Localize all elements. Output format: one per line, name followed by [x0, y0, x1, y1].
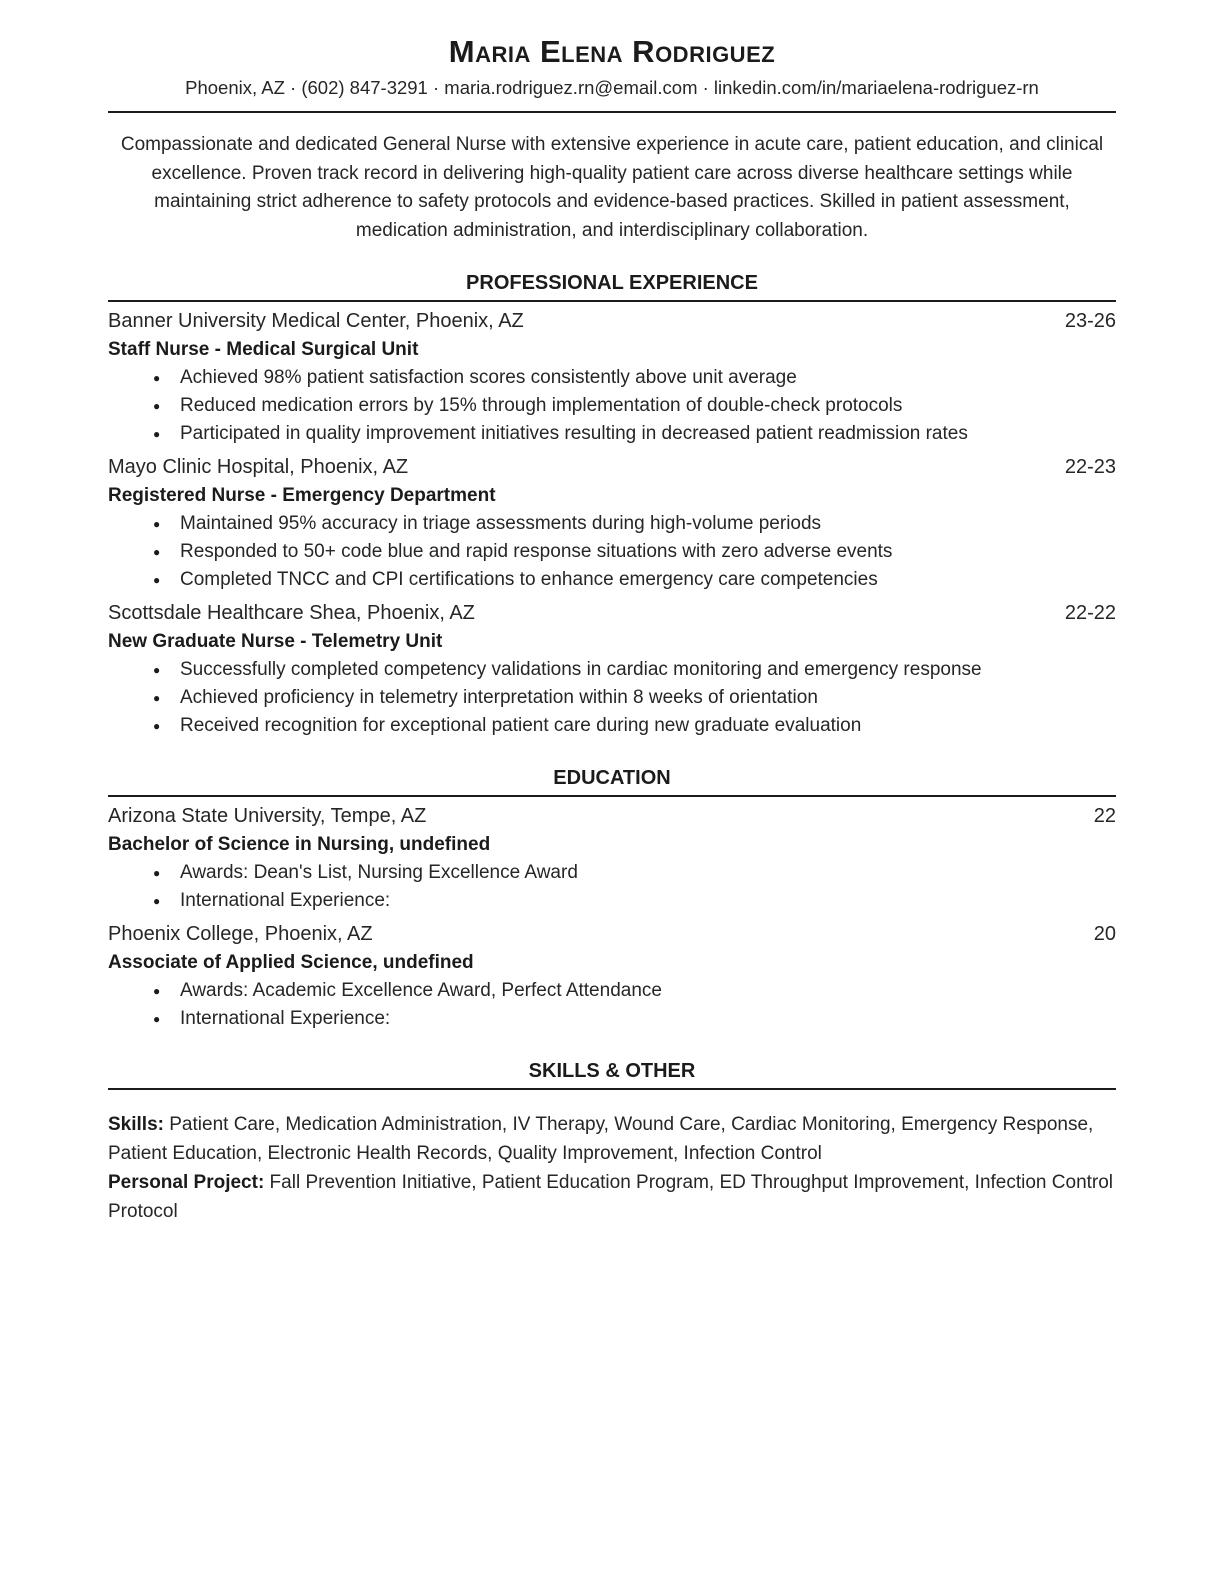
experience-entry: [108, 453, 1116, 594]
experience-entry: [108, 599, 1116, 740]
resume-name: Maria Elena Rodriguez: [448, 34, 776, 69]
experience-entry-header: [108, 307, 1116, 336]
education-bullet-list: [108, 859, 1116, 915]
skills-line: [108, 1110, 1116, 1168]
education-bullet-list: [108, 977, 1116, 1033]
education-dates: 20: [1093, 923, 1116, 945]
section-title-education: EDUCATION: [108, 767, 1116, 797]
experience-entry: [108, 307, 1116, 448]
education-bullet: ● Awards: Academic Excellence Award, Perfect Attendance: [161, 977, 1116, 1005]
employment-dates: 23-26: [1064, 310, 1116, 332]
section-title-skills: SKILLS & OTHER: [108, 1060, 1116, 1090]
experience-bullet-list: [108, 364, 1116, 448]
education-dates: 22: [1093, 805, 1116, 827]
education-entry: [108, 920, 1116, 1033]
personal-project-label: Personal Project:: [108, 1172, 265, 1193]
employment-dates: 22-23: [1064, 456, 1116, 478]
section-title-experience: PROFESSIONAL EXPERIENCE: [108, 272, 1116, 302]
experience-bullet: ● Completed TNCC and CPI certifications to enhance emergency care competencies: [161, 566, 1116, 594]
education-entry-header: [108, 802, 1116, 831]
degree-title: Bachelor of Science in Nursing, undefined: [108, 834, 491, 855]
summary-paragraph: Compassionate and dedicated General Nurse with extensive experience in acute care, patient education, and clinical excellence. Proven track record in delivering high-quality patient care across diverse healthcare settings while maintaining strict adherence to safety protocols and evidence-based practices. Skilled in patient assessment, medication administration, and interdisciplinary collaboration.: [120, 134, 1104, 241]
school-name: Arizona State University, Tempe, AZ: [108, 805, 427, 827]
company-name: Mayo Clinic Hospital, Phoenix, AZ: [108, 456, 409, 478]
job-title: Staff Nurse - Medical Surgical Unit: [108, 339, 419, 360]
skills-text: Patient Care, Medication Administration, IV Therapy, Wound Care, Cardiac Monitoring, Emergency Response, Patient Education, Electronic Health Records, Quality Improvement, Infection Control: [108, 1114, 1094, 1164]
job-title: New Graduate Nurse - Telemetry Unit: [108, 631, 443, 652]
personal-project-text: Fall Prevention Initiative, Patient Education Program, ED Throughput Improvement, Infection Control Protocol: [108, 1172, 1114, 1222]
education-bullet: ● International Experience:: [161, 1005, 1116, 1033]
experience-bullet: ● Maintained 95% accuracy in triage assessments during high-volume periods: [161, 510, 1116, 538]
experience-bullet: ● Responded to 50+ code blue and rapid response situations with zero adverse events: [161, 538, 1116, 566]
experience-bullet: ● Received recognition for exceptional patient care during new graduate evaluation: [161, 712, 1116, 740]
degree-title: Associate of Applied Science, undefined: [108, 952, 474, 973]
company-name: Scottsdale Healthcare Shea, Phoenix, AZ: [108, 602, 475, 624]
skills-block: [108, 1110, 1116, 1226]
experience-bullet-list: [108, 656, 1116, 740]
header-divider: [108, 111, 1116, 113]
school-name: Phoenix College, Phoenix, AZ: [108, 923, 373, 945]
experience-bullet: ● Achieved 98% patient satisfaction scores consistently above unit average: [161, 364, 1116, 392]
education-bullet: ● Awards: Dean's List, Nursing Excellence Award: [161, 859, 1116, 887]
experience-bullet-list: [108, 510, 1116, 594]
education-entry: [108, 802, 1116, 915]
experience-bullet: ● Successfully completed competency validations in cardiac monitoring and emergency response: [161, 656, 1116, 684]
experience-bullet: ● Achieved proficiency in telemetry interpretation within 8 weeks of orientation: [161, 684, 1116, 712]
skills-label: Skills:: [108, 1114, 164, 1135]
experience-entry-header: [108, 599, 1116, 628]
company-name: Banner University Medical Center, Phoenix, AZ: [108, 310, 524, 332]
experience-bullet: ● Participated in quality improvement initiatives resulting in decreased patient readmission rates: [161, 420, 1116, 448]
education-bullet: ● International Experience:: [161, 887, 1116, 915]
experience-bullet: ● Reduced medication errors by 15% through implementation of double-check protocols: [161, 392, 1116, 420]
education-entry-header: [108, 920, 1116, 949]
employment-dates: 22-22: [1064, 602, 1116, 624]
job-title: Registered Nurse - Emergency Department: [108, 485, 496, 506]
experience-entry-header: [108, 453, 1116, 482]
contact-line: Phoenix, AZ · (602) 847-3291 · maria.rodriguez.rn@email.com · linkedin.com/in/mariaelena-rodriguez-rn: [185, 77, 1039, 98]
personal-project-line: [108, 1168, 1116, 1226]
